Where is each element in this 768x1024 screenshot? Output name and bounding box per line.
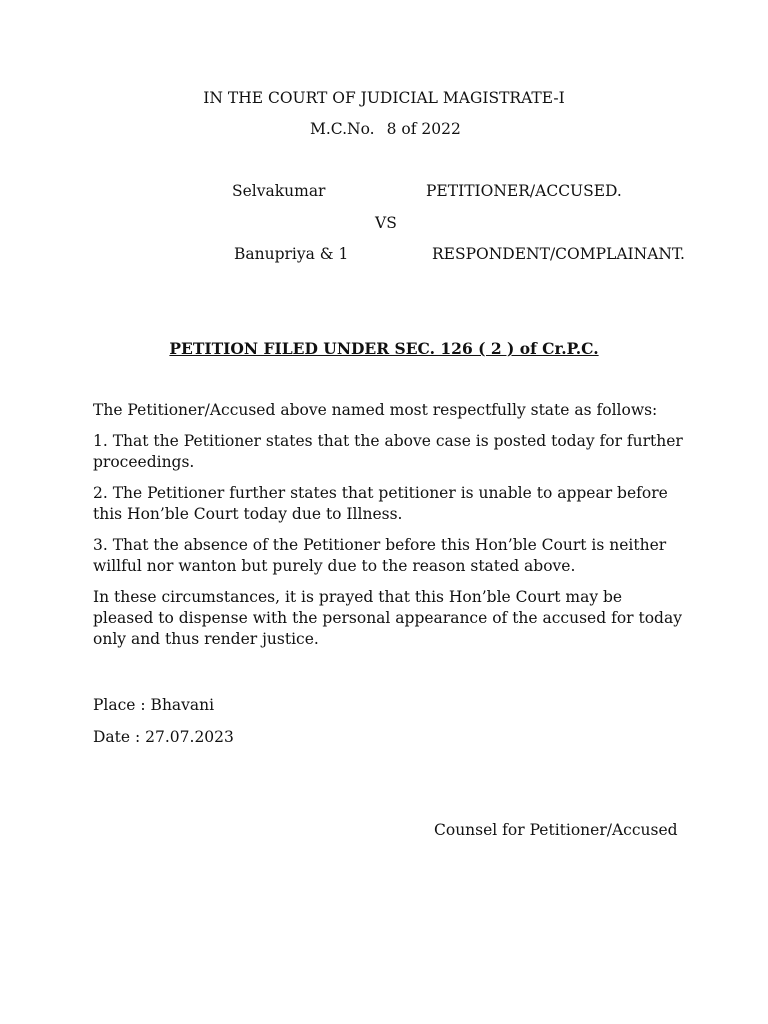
paragraph-3: 3. That the absence of the Petitioner before this Hon’ble Court is neither willful nor wanton but purely due to the reason stated above. bbox=[93, 536, 667, 575]
versus-label: VS bbox=[375, 214, 397, 232]
petitioner-role: PETITIONER/ACCUSED. bbox=[426, 182, 622, 200]
petitioner-name: Selvakumar bbox=[232, 182, 326, 200]
case-number: 8 of 2022 bbox=[386, 120, 461, 138]
case-label: M.C.No. bbox=[310, 120, 375, 138]
court-title: IN THE COURT OF JUDICIAL MAGISTRATE-I bbox=[203, 89, 565, 107]
place-line: Place : Bhavani bbox=[93, 696, 215, 714]
counsel-signature: Counsel for Petitioner/Accused bbox=[434, 821, 678, 839]
intro-paragraph: The Petitioner/Accused above named most respectfully state as follows: bbox=[93, 401, 658, 419]
paragraph-1: 1. That the Petitioner states that the above case is posted today for further proceedings. bbox=[93, 432, 683, 471]
paragraph-2: 2. The Petitioner further states that petitioner is unable to appear before this Hon’ble Court today due to Illness. bbox=[93, 484, 668, 523]
date-line: Date : 27.07.2023 bbox=[93, 728, 234, 746]
prayer-paragraph: In these circumstances, it is prayed that this Hon’ble Court may be pleased to dispense with the personal appearance of the accused for today only and thus render justice. bbox=[93, 588, 682, 648]
petition-heading: PETITION FILED UNDER SEC. 126 ( 2 ) of Cr.P.C. bbox=[169, 339, 599, 358]
petition-body bbox=[93, 400, 683, 660]
respondent-name: Banupriya & 1 bbox=[234, 245, 349, 263]
respondent-role: RESPONDENT/COMPLAINANT. bbox=[432, 245, 685, 263]
case-number-line bbox=[310, 119, 461, 140]
